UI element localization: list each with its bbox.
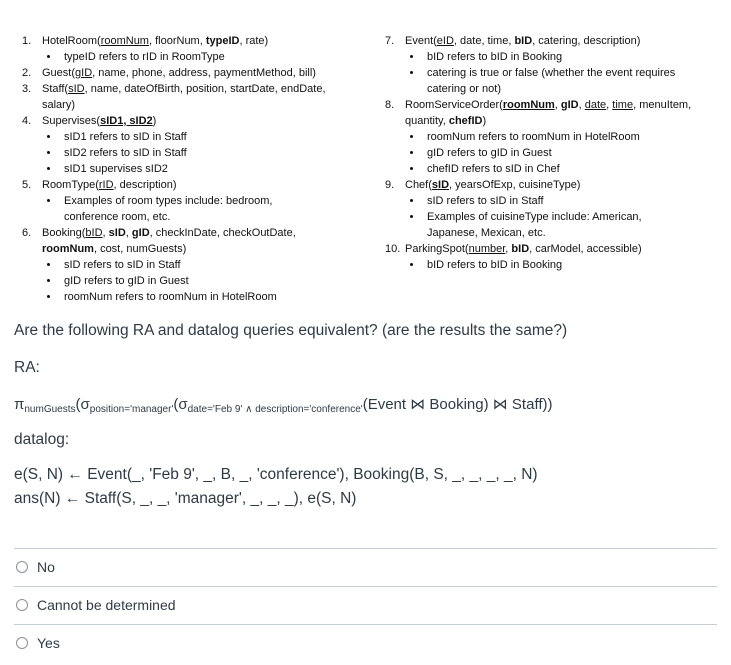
schema-item-booking: 6. Booking(bID, sID, gID, checkInDate, checkOutDate, roomNum, cost, numGuests) <box>22 227 296 255</box>
schema-item-chef: 9. Chef(sID, yearsOfExp, cuisineType) <box>385 179 581 191</box>
schema-item-parkingspot: 10. ParkingSpot(number, bID, carModel, accessible) <box>385 243 642 255</box>
schema-item-roomtype: 5. RoomType(rID, description) <box>22 179 177 191</box>
option-yes[interactable]: Yes <box>16 635 60 651</box>
supervises-notes: • sID1 refers to sID in Staff • sID2 refers to sID in Staff • sID1 supervises sID2 <box>22 129 352 177</box>
schema-item-event: 7. Event(eID, date, time, bID, catering, description) <box>385 35 641 47</box>
ra-expression: $\pi_{numGuests}(\sigma_{position='manager'}(\sigma_{date='Feb 9' \wedge description='conference'}(Event$ ⋈ Booking) ⋈ Staff)) <box>14 396 553 415</box>
event-notes: • bID refers to bID in Booking • catering is true or false (whether the event requires catering or not) <box>385 49 725 97</box>
roomserviceorder-notes: • roomNum refers to roomNum in HotelRoom • gID refers to gID in Guest • chefID refers to sID in Chef <box>385 129 725 177</box>
schema-item-supervises: 4. Supervises(sID1, sID2) <box>22 115 157 127</box>
option-no[interactable]: No <box>16 559 55 575</box>
question-text: Are the following RA and datalog queries equivalent? (are the results the same?) <box>14 322 568 339</box>
schema-right-column <box>385 33 725 273</box>
parkingspot-notes: • bID refers to bID in Booking <box>385 257 725 273</box>
schema-item-guest: 2. Guest(gID, name, phone, address, paymentMethod, bill) <box>22 67 316 79</box>
booking-notes: • sID refers to sID in Staff • gID refers to gID in Guest • roomNum refers to roomNum in HotelRoom <box>22 257 352 305</box>
option-divider <box>14 586 717 587</box>
option-divider <box>14 548 717 549</box>
schema-item-staff: 3. Staff(sID, name, dateOfBirth, position, startDate, endDate, salary) <box>22 83 326 111</box>
ra-label: RA: <box>14 359 40 376</box>
hotelroom-notes: • typeID refers to rID in RoomType <box>22 49 352 65</box>
chef-notes: • sID refers to sID in Staff • Examples of cuisineType include: American, Japanese, Mexican, etc. <box>385 193 725 241</box>
datalog-rule-1: e(S, N) ← Event(_, 'Feb 9', _, B, _, 'conference'), Booking(B, S, _, _, _, _, N) <box>14 466 538 483</box>
roomtype-notes: • Examples of room types include: bedroom, conference room, etc. <box>22 193 352 225</box>
radio-no[interactable] <box>16 561 28 573</box>
radio-cannot-be-determined[interactable] <box>16 599 28 611</box>
schema-item-roomserviceorder: 8. RoomServiceOrder(roomNum, gID, date, time, menuItem, quantity, chefID) <box>385 99 692 127</box>
schema-left-column <box>22 33 352 305</box>
option-cannot-be-determined[interactable]: Cannot be determined <box>16 597 176 613</box>
schema-item-hotelroom: 1. HotelRoom(roomNum, floorNum, typeID, rate) <box>22 35 269 47</box>
radio-yes[interactable] <box>16 637 28 649</box>
datalog-label: datalog: <box>14 431 70 448</box>
datalog-rule-2: ans(N) ← Staff(S, _, _, 'manager', _, _, _), e(S, N) <box>14 490 357 507</box>
option-divider <box>14 624 717 625</box>
